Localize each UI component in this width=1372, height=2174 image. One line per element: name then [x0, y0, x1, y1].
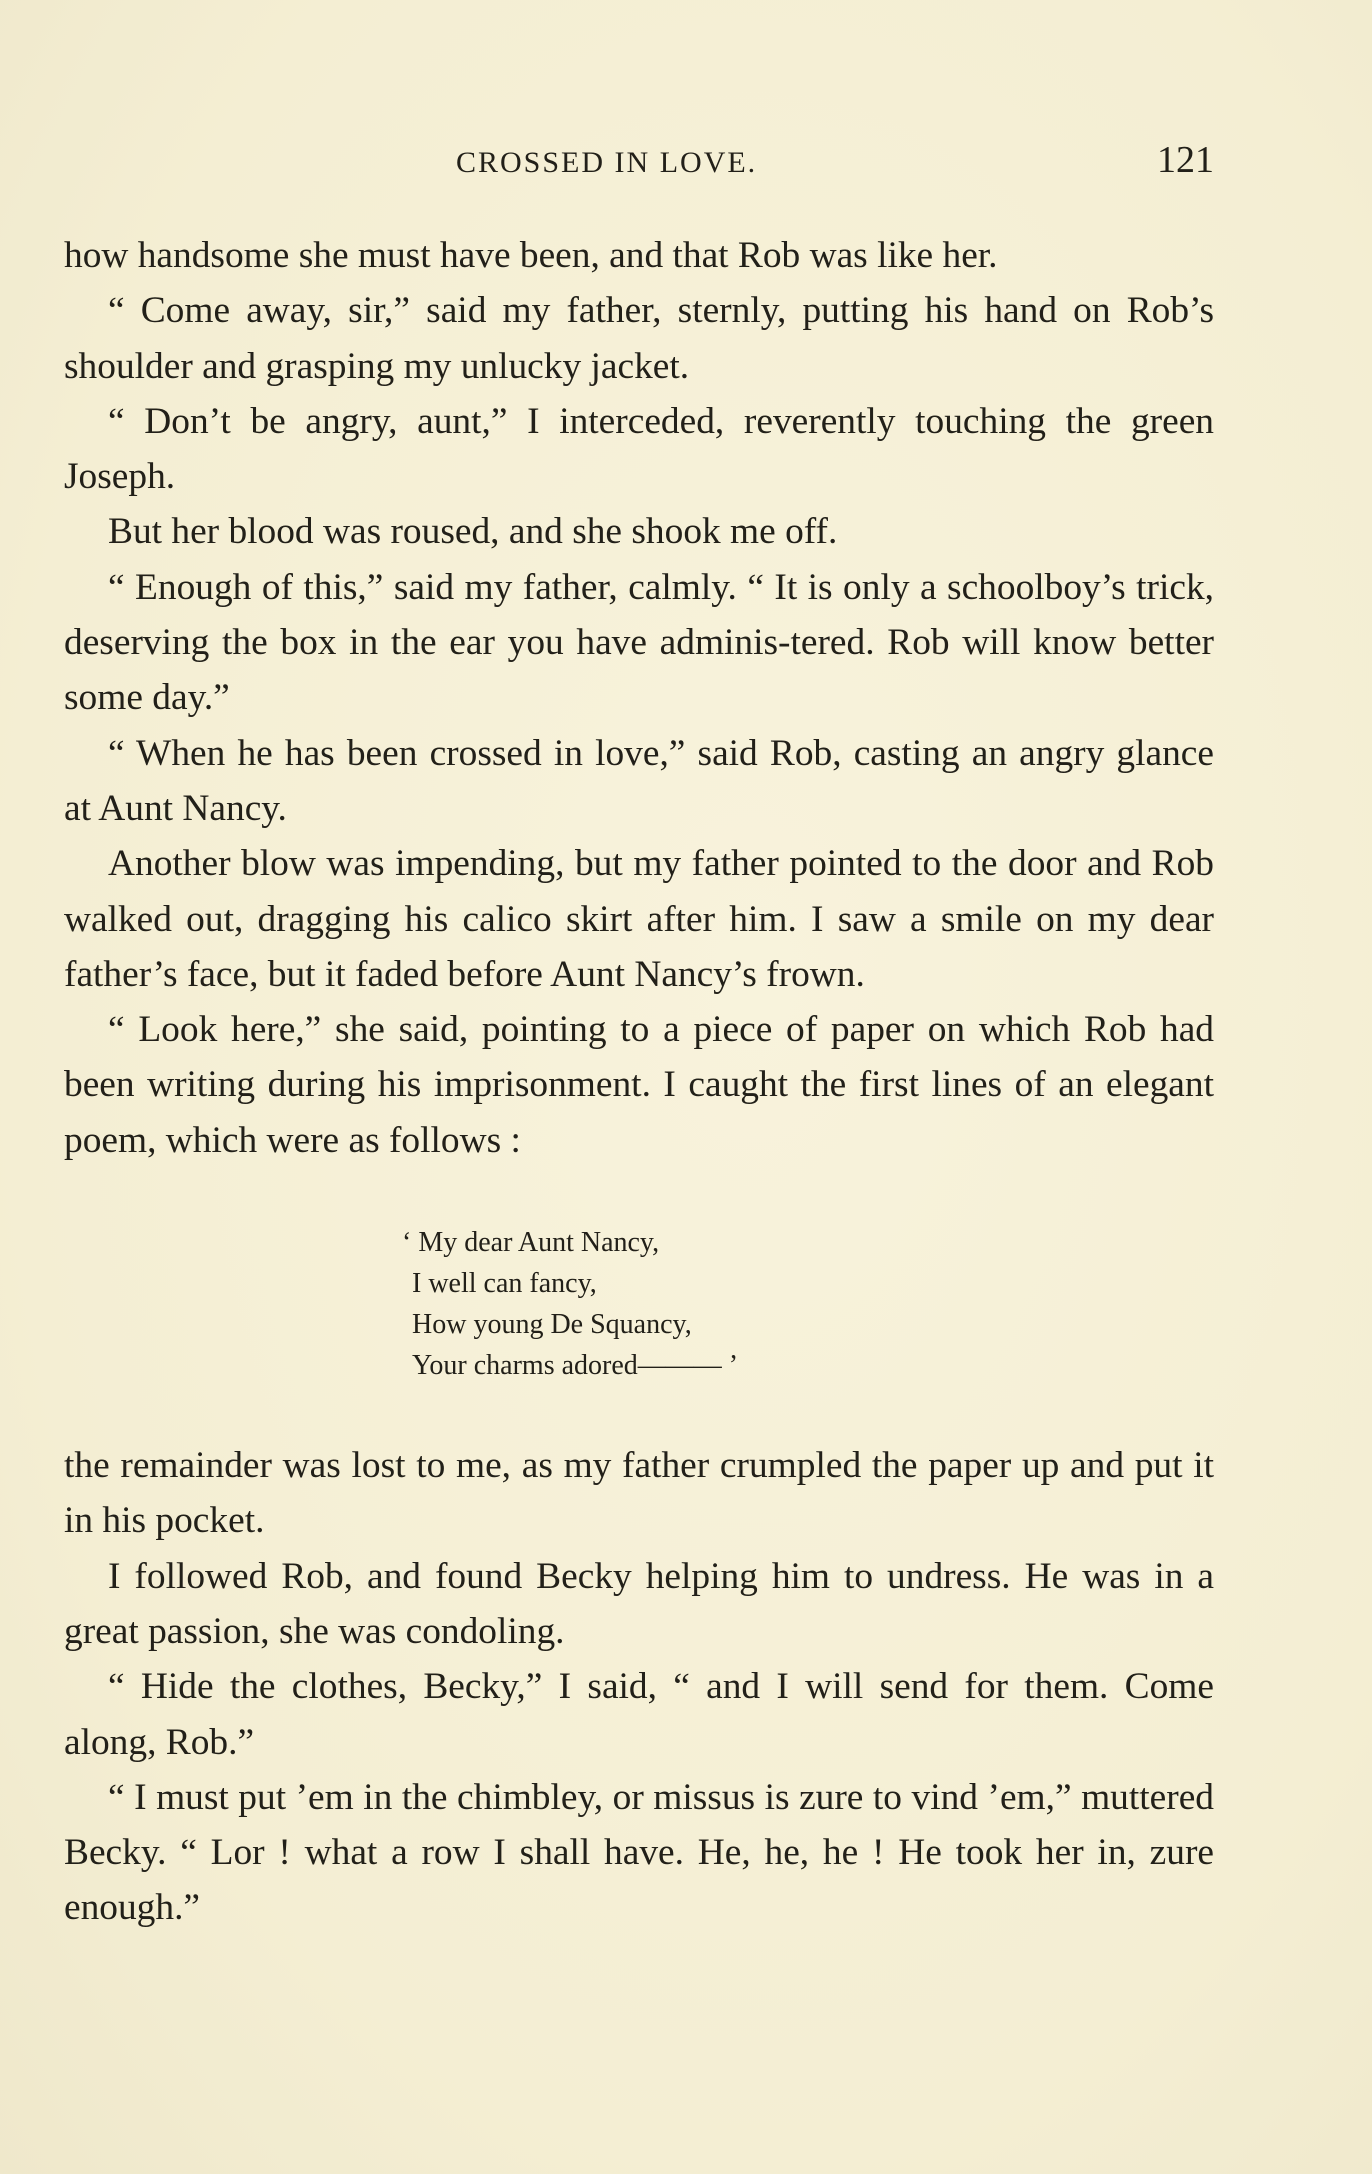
- poem-line: Your charms adored——— ’: [412, 1350, 739, 1382]
- paragraph: “ Come away, sir,” said my father, sternly, putting his hand on Rob’s shoulder and grasping my unlucky jacket.: [64, 290, 1214, 387]
- paragraph: Another blow was impending, but my father pointed to the door and Rob walked out, dragging his calico skirt after him. I saw a smile on my dear father’s face, but it faded before Aunt Nancy’s frown.: [64, 843, 1214, 995]
- running-title: CROSSED IN LOVE.: [456, 146, 758, 179]
- poem-line: ‘ My dear Aunt Nancy,: [402, 1227, 660, 1259]
- poem-line: How young De Squancy,: [412, 1309, 692, 1341]
- page-header: [0, 138, 1372, 188]
- page-number: 121: [1157, 139, 1214, 181]
- paragraph: But her blood was roused, and she shook me off.: [108, 511, 838, 553]
- paragraph: “ I must put ’em in the chimbley, or missus is zure to vind ’em,” muttered Becky. “ Lor ! what a row I shall have. He, he, he ! He took her in, zure enough.”: [64, 1776, 1214, 1929]
- paragraph: how handsome she must have been, and that Rob was like her.: [64, 235, 998, 276]
- paragraph: I followed Rob, and found Becky helping him to undress. He was in a great passion, she was condoling.: [64, 1555, 1214, 1652]
- page-body: [64, 228, 1214, 1936]
- paragraph: “ Look here,” she said, pointing to a piece of paper on which Rob had been writing during his imprisonment. I caught the first lines of an elegant poem, which were as follows :: [64, 1009, 1214, 1161]
- paragraph: “ Hide the clothes, Becky,” I said, “ and I will send for them. Come along, Rob.”: [64, 1666, 1214, 1763]
- paragraph: “ Enough of this,” said my father, calmly. “ It is only a schoolboy’s trick, deserving the box in the ear you have adminis-tered. Rob will know better some day.”: [64, 566, 1214, 719]
- poem: [64, 1222, 1214, 1386]
- paragraph: “ When he has been crossed in love,” said Rob, casting an angry glance at Aunt Nancy.: [64, 732, 1214, 829]
- poem-line: I well can fancy,: [412, 1268, 597, 1300]
- paragraph: the remainder was lost to me, as my father crumpled the paper up and put it in his pocket.: [64, 1445, 1214, 1542]
- paragraph: “ Don’t be angry, aunt,” I interceded, reverently touching the green Joseph.: [64, 400, 1214, 498]
